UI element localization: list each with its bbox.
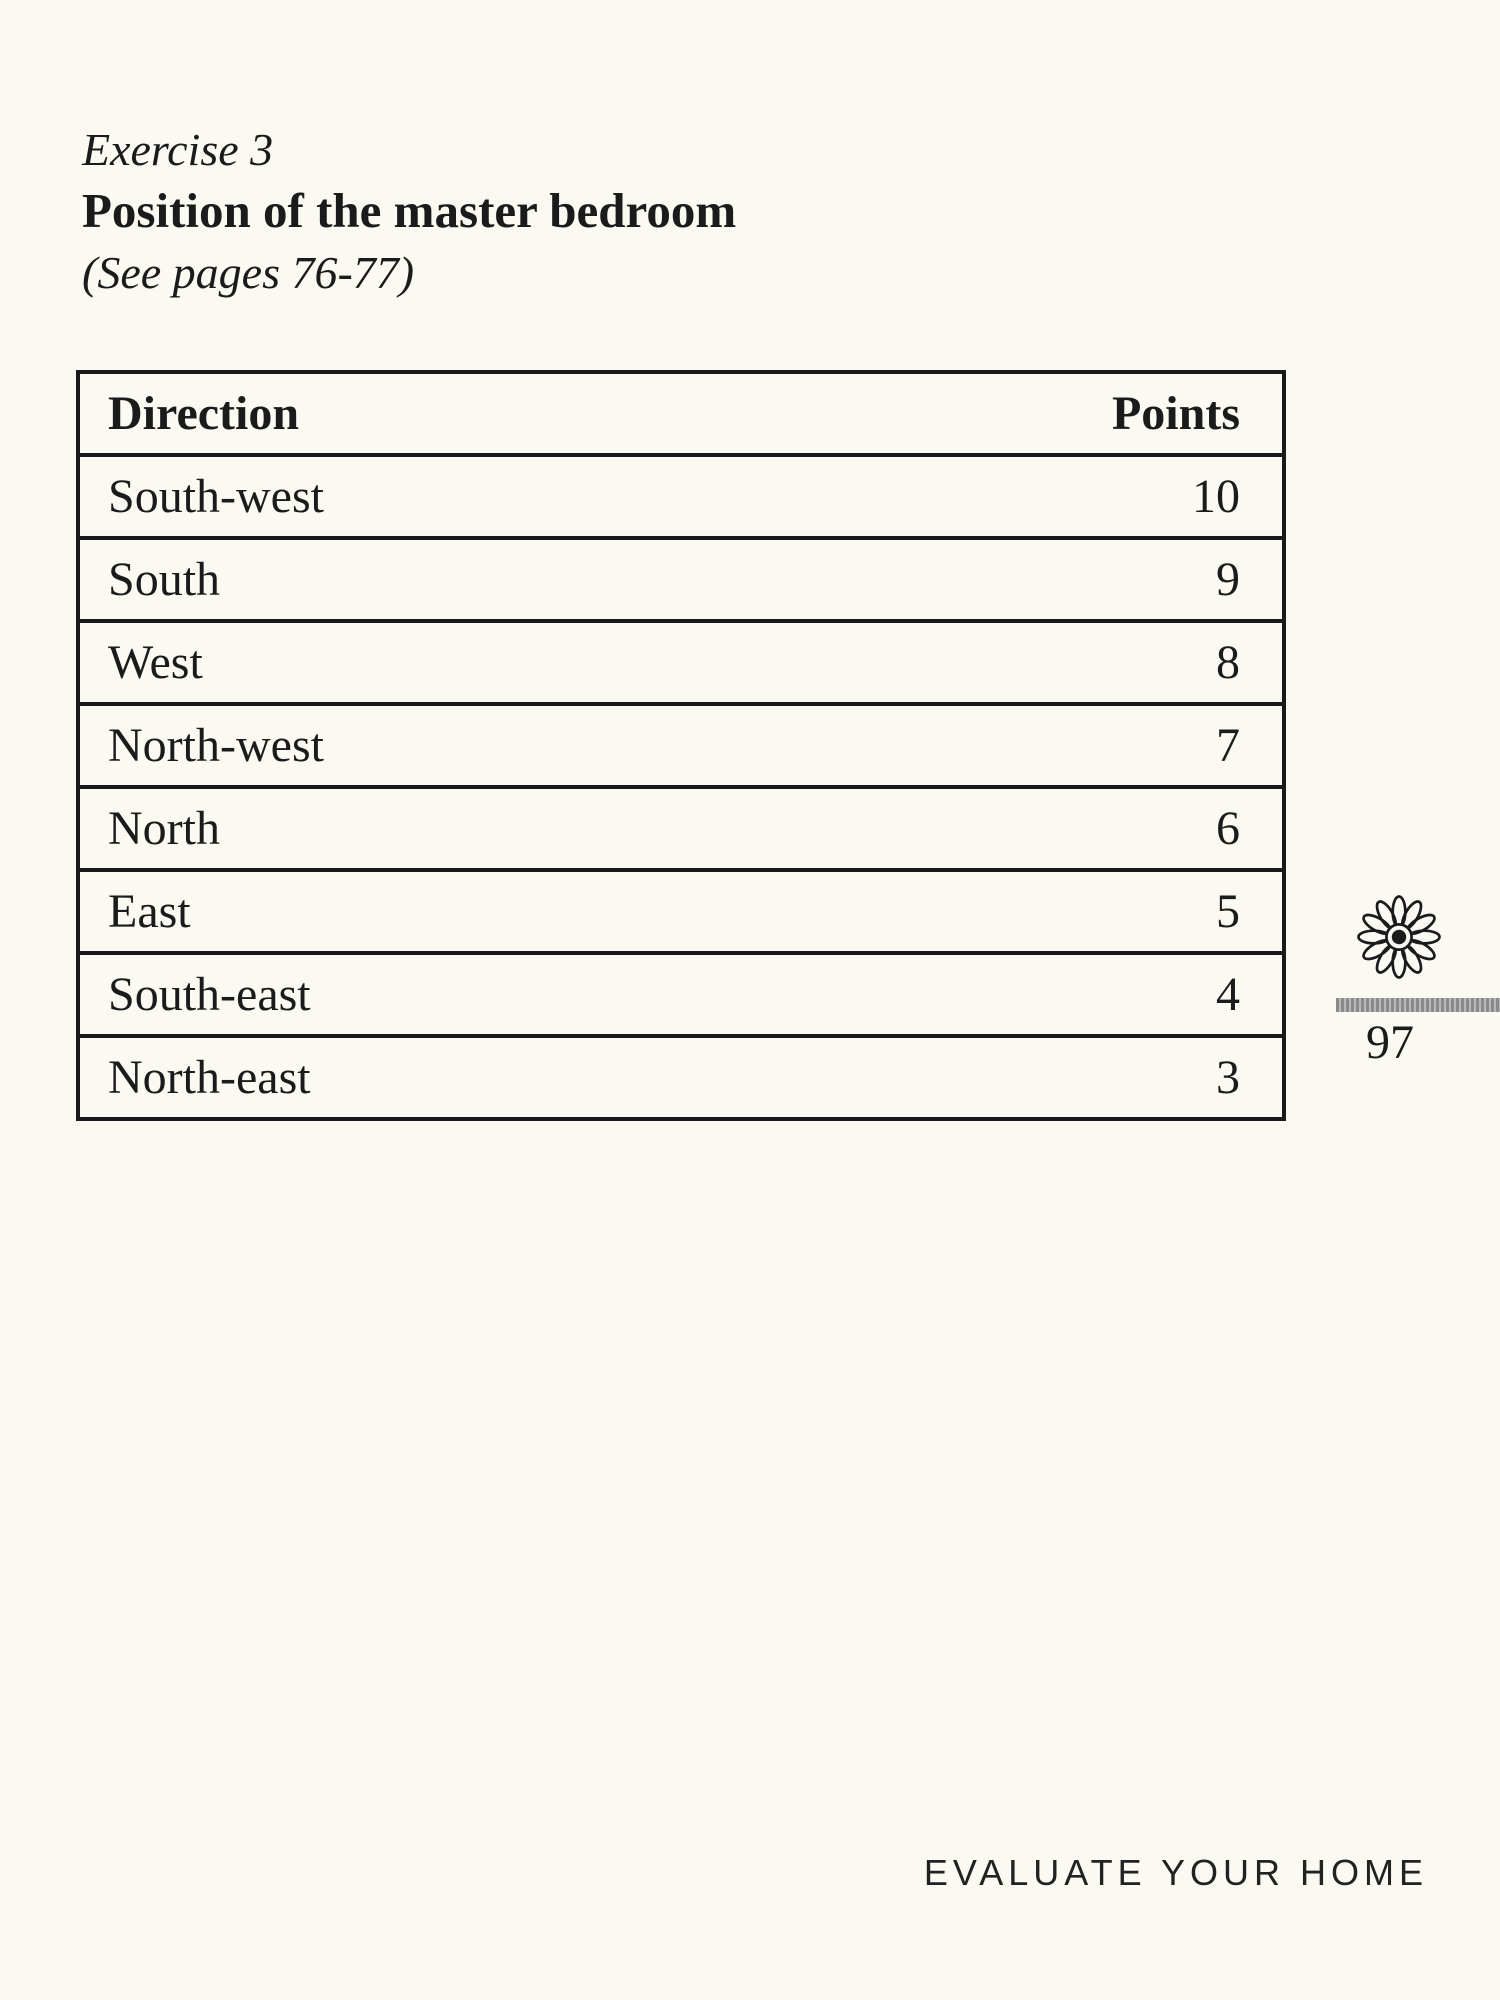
points-cell: 6 [790,787,1284,870]
direction-cell: South [78,538,790,621]
margin-rule [1336,998,1500,1012]
table-row [78,1036,1284,1119]
table-header-row [78,372,1284,455]
direction-cell: South-west [78,455,790,538]
direction-cell: South-east [78,953,790,1036]
exercise-heading [82,120,1182,304]
points-cell: 10 [790,455,1284,538]
flower-icon [1354,892,1444,982]
table-row [78,538,1284,621]
points-cell: 3 [1216,1051,1240,1104]
direction-cell: East [78,870,790,953]
points-cell: 8 [790,621,1284,704]
points-cell: 7 [790,704,1284,787]
exercise-page-reference: (See pages 76-77) [82,247,415,298]
points-cell: 4 [790,953,1284,1036]
direction-cell: North [78,787,790,870]
exercise-label: Exercise 3 [82,124,274,175]
table-row [78,870,1284,953]
table-row [78,621,1284,704]
table-row [78,953,1284,1036]
points-cell: 5 [790,870,1284,953]
page-number: 97 [1366,1016,1414,1069]
points-cell: 9 [790,538,1284,621]
points-column-header: Points [790,372,1284,455]
points-table [76,370,1286,1121]
table-row [78,704,1284,787]
running-footer: EVALUATE YOUR HOME [923,1852,1428,1893]
table-row [78,455,1284,538]
direction-cell: North-west [78,704,790,787]
page-margin-marker [1336,892,1500,1072]
direction-cell: North-east [108,1051,311,1104]
direction-cell: West [78,621,790,704]
table-row [78,787,1284,870]
direction-column-header: Direction [78,372,790,455]
exercise-title: Position of the master bedroom [82,183,737,238]
